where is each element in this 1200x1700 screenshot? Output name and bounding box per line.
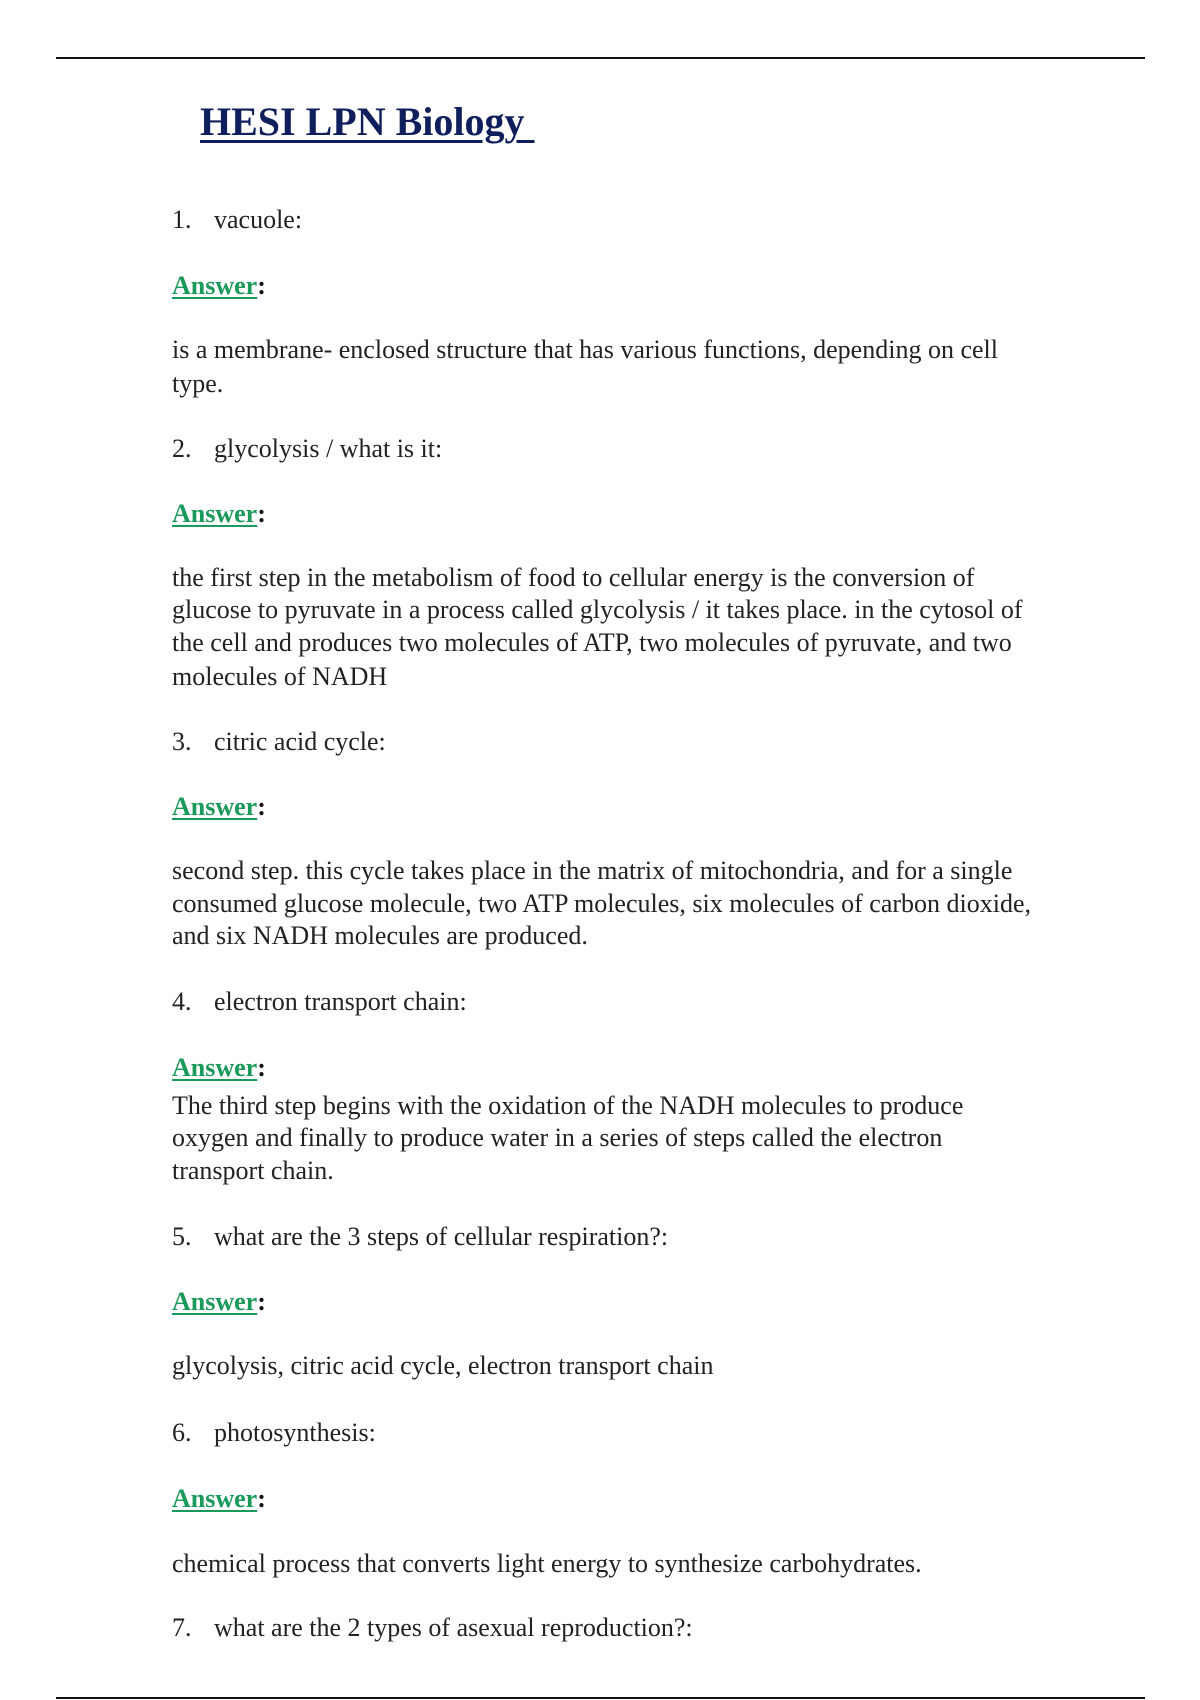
top-rule (56, 57, 1145, 59)
answer-text-line: the cell and produces two molecules of ATP, two molecules of pyruvate, and two (172, 628, 1012, 657)
answer-label (172, 498, 266, 530)
question (172, 986, 467, 1018)
answer-colon: : (257, 499, 266, 528)
question-text: what are the 3 steps of cellular respiration?: (214, 1222, 669, 1251)
answer-word: Answer (172, 1484, 258, 1513)
question (172, 1221, 668, 1253)
answer-text-line: transport chain. (172, 1156, 334, 1185)
answer-text-line: glycolysis, citric acid cycle, electron transport chain (172, 1351, 714, 1380)
answer-word: Answer (172, 792, 258, 821)
answer-label (172, 1052, 266, 1084)
answer-text-line: the first step in the metabolism of food to cellular energy is the conversion of (172, 563, 975, 592)
question-number: 1. (172, 205, 192, 234)
answer-word: Answer (172, 499, 258, 528)
bottom-rule (56, 1697, 1145, 1699)
question-text: glycolysis / what is it: (214, 434, 443, 463)
answer-label (172, 1483, 266, 1515)
question-number: 3. (172, 727, 192, 756)
answer-text-line: molecules of NADH (172, 662, 388, 691)
answer-word: Answer (172, 271, 258, 300)
answer-text-line: chemical process that converts light energy to synthesize carbohydrates. (172, 1549, 922, 1578)
answer-text-line: type. (172, 369, 224, 398)
question-number: 6. (172, 1418, 192, 1447)
answer-label (172, 791, 266, 823)
question-text: photosynthesis: (214, 1418, 376, 1447)
answer-text-line: is a membrane- enclosed structure that has various functions, depending on cell (172, 335, 998, 364)
answer-label (172, 270, 266, 302)
answer-text-line: consumed glucose molecule, two ATP molecules, six molecules of carbon dioxide, (172, 889, 1032, 918)
answer-colon: : (257, 271, 266, 300)
question-text: citric acid cycle: (214, 727, 386, 756)
answer-colon: : (257, 1053, 266, 1082)
question-text: vacuole: (214, 205, 303, 234)
question-number: 2. (172, 434, 192, 463)
question-number: 7. (172, 1613, 192, 1642)
answer-colon: : (257, 1484, 266, 1513)
question-number: 4. (172, 987, 192, 1016)
answer-text-line: second step. this cycle takes place in the matrix of mitochondria, and for a single (172, 856, 1013, 885)
page-title: HESI LPN Biology (200, 99, 535, 144)
answer-text-line: glucose to pyruvate in a process called glycolysis / it takes place. in the cytosol of (172, 595, 1023, 624)
question-text: electron transport chain: (214, 987, 467, 1016)
answer-text-line: The third step begins with the oxidation of the NADH molecules to produce (172, 1091, 964, 1120)
question (172, 726, 386, 758)
question-number: 5. (172, 1222, 192, 1251)
answer-colon: : (257, 792, 266, 821)
answer-text-line: oxygen and finally to produce water in a series of steps called the electron (172, 1123, 943, 1152)
answer-label (172, 1286, 266, 1318)
answer-word: Answer (172, 1053, 258, 1082)
question (172, 1417, 376, 1449)
question (172, 1612, 693, 1644)
question (172, 433, 442, 465)
answer-text-line: and six NADH molecules are produced. (172, 921, 588, 950)
answer-colon: : (257, 1287, 266, 1316)
question (172, 204, 302, 236)
question-text: what are the 2 types of asexual reproduction?: (214, 1613, 693, 1642)
answer-word: Answer (172, 1287, 258, 1316)
